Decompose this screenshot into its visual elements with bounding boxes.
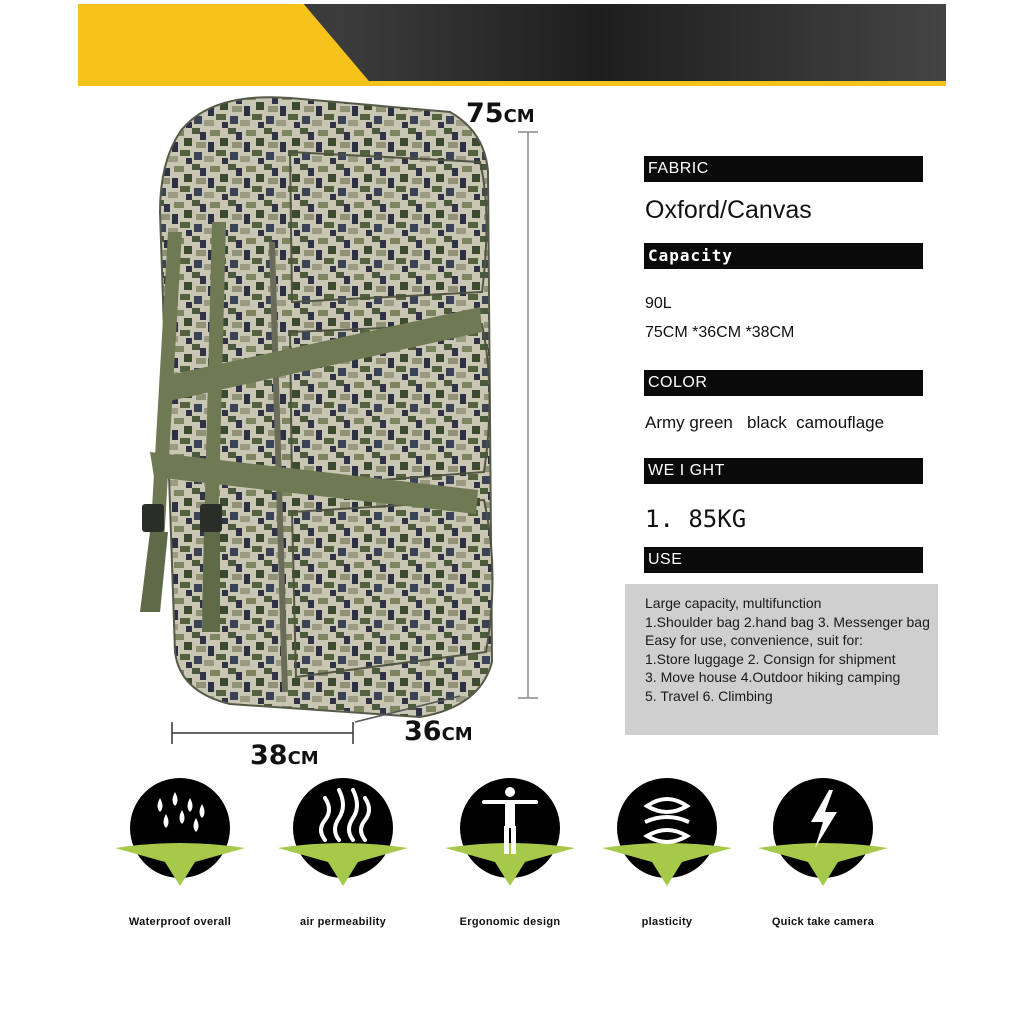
feature-ergonomic <box>445 778 575 938</box>
use-line: Easy for use, convenience, suit for: <box>645 632 863 648</box>
width-value: 38 <box>250 740 288 771</box>
use-line: Large capacity, multifunction <box>645 595 822 611</box>
color-header: COLOR <box>644 370 923 396</box>
feature-label: Ergonomic design <box>459 916 561 928</box>
height-dimension-label <box>466 98 535 129</box>
fabric-header: FABRIC <box>644 156 923 182</box>
feature-air-permeability <box>278 778 408 938</box>
width-unit: CM <box>287 748 319 769</box>
feature-waterproof <box>115 778 245 938</box>
depth-value: 36 <box>404 716 442 747</box>
use-line: 1.Shoulder bag 2.hand bag 3. Messenger bag <box>645 613 930 630</box>
depth-dimension-label <box>404 716 473 747</box>
weight-header: WE I GHT <box>644 458 923 484</box>
feature-label: air permeability <box>299 916 387 928</box>
elastic-band-icon <box>617 778 717 858</box>
use-line: 5. Travel 6. Climbing <box>645 687 773 704</box>
height-unit: CM <box>503 106 535 127</box>
capacity-size: 75CM *36CM *38CM <box>645 324 795 341</box>
height-value: 75 <box>466 98 504 129</box>
weight-value: 1. 85KG <box>645 505 747 533</box>
lightning-icon <box>773 778 873 858</box>
feature-label: plasticity <box>641 916 693 928</box>
capacity-volume: 90L <box>645 295 672 312</box>
width-dimension-label <box>250 740 319 771</box>
feature-quick-take <box>758 778 888 938</box>
depth-unit: CM <box>441 724 473 745</box>
capacity-header: Capacity <box>644 243 923 269</box>
use-line: 3. Move house 4.Outdoor hiking camping <box>645 669 901 685</box>
air-waves-icon <box>293 778 393 858</box>
fabric-value: Oxford/Canvas <box>645 196 812 224</box>
water-drops-icon <box>130 778 230 858</box>
use-line: 1.Store luggage 2. Consign for shipment <box>645 650 896 667</box>
use-header: USE <box>644 547 923 573</box>
color-value: Army green black camouflage <box>645 413 885 432</box>
feature-label: Waterproof overall <box>128 916 232 928</box>
feature-plasticity <box>602 778 732 938</box>
feature-label: Quick take camera <box>771 916 875 928</box>
human-figure-icon <box>460 778 560 858</box>
use-description <box>645 594 930 705</box>
